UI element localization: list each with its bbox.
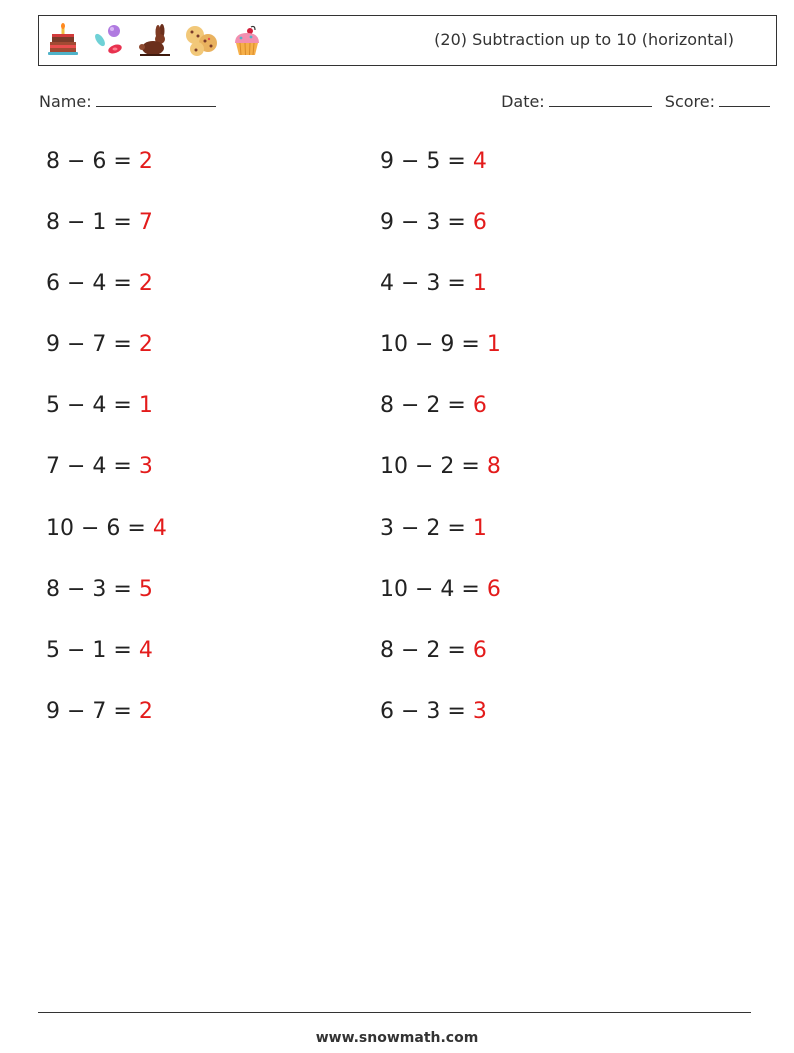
problem-question: 5 − 1 = [46, 637, 139, 663]
problem-item [46, 144, 380, 205]
date-blank[interactable] [549, 92, 652, 107]
problem-question: 10 − 6 = [46, 515, 153, 541]
problem-answer: 1 [138, 393, 153, 419]
problem-item [46, 572, 380, 633]
problem-item [380, 572, 714, 633]
problem-item [46, 388, 380, 449]
problem-item [380, 266, 714, 327]
problem-answer: 4 [472, 149, 487, 174]
problem-answer: 1 [472, 515, 487, 541]
date-score-fields [501, 92, 770, 111]
problem-question: 10 − 9 = [380, 332, 487, 358]
name-label: Name: [39, 92, 92, 111]
chocolate-bunny-icon [137, 23, 173, 59]
problem-item [380, 327, 714, 388]
problem-answer: 2 [138, 332, 153, 358]
problem-item [380, 511, 714, 572]
cake-icon [45, 23, 81, 59]
problem-question: 9 − 7 = [46, 698, 139, 724]
footer-url: www.snowmath.com [315, 1030, 479, 1046]
problem-question: 9 − 3 = [380, 210, 473, 236]
header-box [38, 15, 777, 66]
problem-item [46, 511, 380, 572]
problem-answer: 7 [138, 210, 153, 236]
problem-answer: 6 [472, 637, 487, 663]
problem-item [46, 449, 380, 510]
problem-answer: 5 [138, 576, 153, 602]
problem-item [380, 388, 714, 449]
problem-question: 3 − 2 = [380, 515, 473, 541]
problem-question: 9 − 5 = [380, 149, 473, 174]
problem-answer: 6 [472, 393, 487, 419]
problem-answer: 1 [486, 332, 501, 358]
problem-answer: 4 [152, 515, 167, 541]
problem-question: 4 − 3 = [380, 271, 473, 297]
name-field [39, 92, 216, 111]
cupcake-icon [229, 23, 265, 59]
problem-item [380, 205, 714, 266]
problem-item [46, 327, 380, 388]
problem-item [46, 205, 380, 266]
problem-item [46, 266, 380, 327]
name-blank[interactable] [96, 92, 216, 107]
problem-question: 8 − 1 = [46, 210, 139, 236]
footer-divider [38, 1012, 751, 1013]
candy-icon [91, 23, 127, 59]
problem-item [46, 633, 380, 694]
problem-question: 10 − 2 = [380, 454, 487, 480]
problem-question: 10 − 4 = [380, 576, 487, 602]
problem-question: 8 − 2 = [380, 393, 473, 419]
score-blank[interactable] [719, 92, 770, 107]
problem-question: 8 − 6 = [46, 149, 139, 174]
problem-answer: 2 [138, 149, 153, 174]
problem-question: 8 − 2 = [380, 637, 473, 663]
problem-answer: 6 [472, 210, 487, 236]
problem-item [46, 694, 380, 755]
date-label: Date: [501, 92, 545, 111]
problem-question: 7 − 4 = [46, 454, 139, 480]
problem-answer: 2 [138, 698, 153, 724]
problem-answer: 8 [486, 454, 501, 480]
problem-question: 8 − 3 = [46, 576, 139, 602]
problem-answer: 2 [138, 271, 153, 297]
problem-question: 5 − 4 = [46, 393, 139, 419]
problem-item [380, 694, 714, 755]
problem-question: 6 − 3 = [380, 698, 473, 724]
problem-answer: 6 [486, 576, 501, 602]
problem-answer: 4 [138, 637, 153, 663]
problem-item [380, 633, 714, 694]
problem-question: 6 − 4 = [46, 271, 139, 297]
cookies-icon [183, 23, 219, 59]
problem-answer: 1 [472, 271, 487, 297]
worksheet-title: (20) Subtraction up to 10 (horizontal) [434, 30, 734, 49]
score-label: Score: [664, 92, 715, 111]
problem-grid [46, 144, 746, 755]
problem-item [380, 144, 714, 205]
problem-item [380, 449, 714, 510]
problem-answer: 3 [472, 698, 487, 724]
problem-question: 9 − 7 = [46, 332, 139, 358]
icon-strip [45, 22, 265, 60]
problem-answer: 3 [138, 454, 153, 480]
